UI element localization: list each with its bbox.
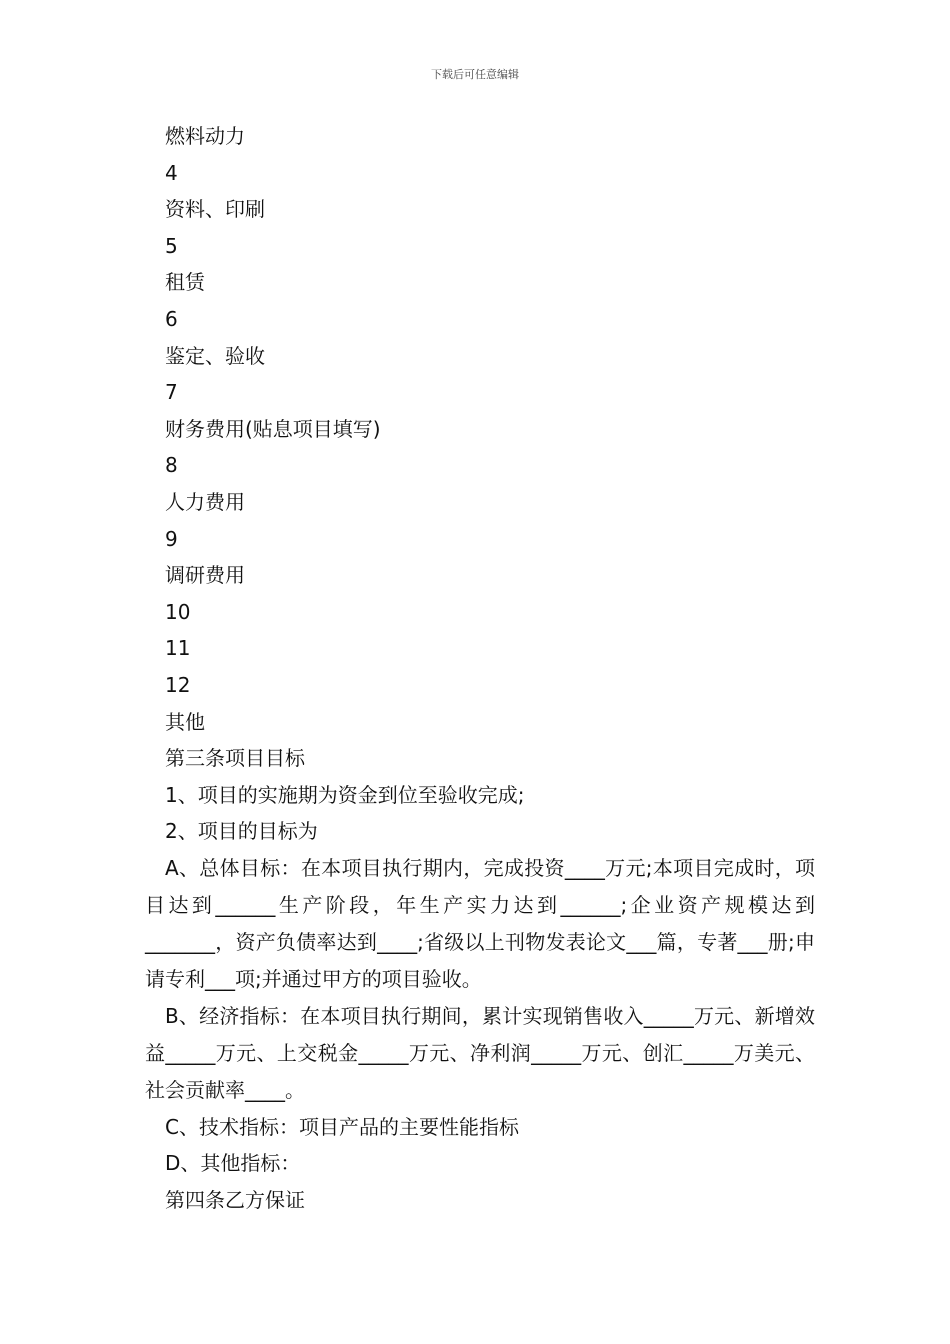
text-line: D、其他指标：	[165, 1151, 301, 1176]
section-heading-article-4: 第四条乙方保证	[165, 1188, 305, 1213]
text-line: 1、项目的实施期为资金到位至验收完成;	[165, 782, 525, 807]
text-line: 2、项目的目标为	[165, 819, 318, 844]
text-line: 8	[165, 453, 178, 478]
text-line: 9	[165, 526, 178, 551]
paragraph-overall-target: A、总体目标：在本项目执行期内，完成投资____万元;本项目完成时，项目达到______生产阶段，年生产实力达到______;企业资产规模达到_______，资产负债率达到____;省级以上刊物发表论文___篇，专著___册;申请专利___项;并通过甲方的项目验收。	[145, 855, 815, 991]
text-line: 财务费用(贴息项目填写)	[165, 416, 381, 441]
text-line: C、技术指标：项目产品的主要性能指标	[165, 1114, 519, 1139]
text-line: 7	[165, 380, 178, 405]
page-header: 下载后可任意编辑	[431, 68, 519, 81]
text-line: 租赁	[165, 270, 205, 295]
text-line: 人力费用	[165, 489, 245, 514]
text-line: 鉴定、验收	[165, 343, 265, 368]
text-line: 11	[165, 636, 191, 661]
text-line: 6	[165, 306, 178, 331]
text-line: 12	[165, 672, 191, 697]
document-body	[145, 118, 815, 1219]
text-line: 4	[165, 160, 178, 185]
section-heading-article-3: 第三条项目目标	[165, 746, 305, 771]
text-line: 10	[165, 599, 191, 624]
text-line: 资料、印刷	[165, 197, 265, 222]
paragraph-economic-target: B、经济指标：在本项目执行期间，累计实现销售收入_____万元、新增效益_____万元、上交税金_____万元、净利润_____万元、创汇_____万美元、社会贡献率____。	[145, 1003, 815, 1102]
text-line: 5	[165, 233, 178, 258]
text-line: 燃料动力	[165, 124, 245, 148]
text-line: 其他	[165, 709, 205, 734]
text-line: 调研费用	[165, 563, 245, 588]
